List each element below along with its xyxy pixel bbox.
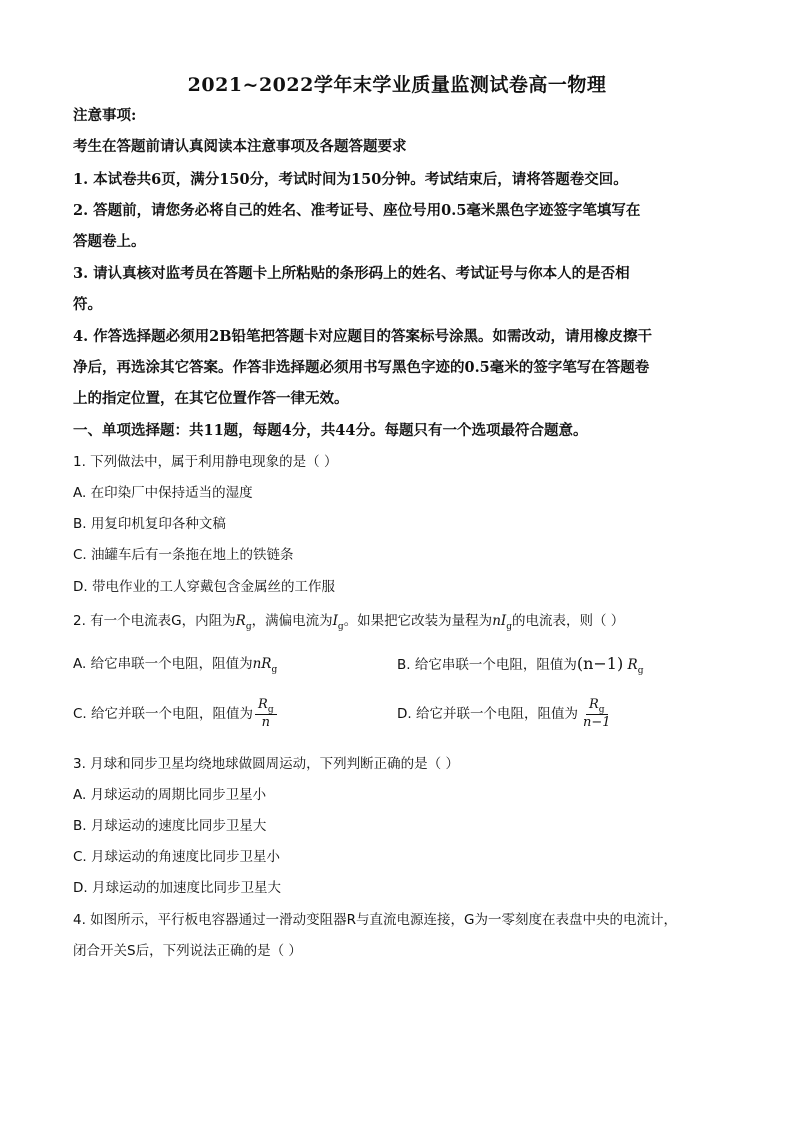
notice-item-1: 1. 本试卷共6页，满分150分，考试时间为150分钟。考试结束后，请将答题卷交回。: [73, 171, 628, 188]
notice-heading: 注意事项:: [73, 107, 137, 124]
question-1-option-b: B. 用复印机复印各种文稿: [73, 516, 226, 532]
question-2-option-c: C. 给它并联一个电阻，阻值为 $\frac{R_g}{n}$: [73, 697, 277, 731]
question-1-option-a: A. 在印染厂中保持适当的湿度: [73, 485, 253, 501]
notice-item-4c: 上的指定位置，在其它位置作答一律无效。: [73, 390, 349, 407]
question-1-stem: 1. 下列做法中，属于利用静电现象的是（ ）: [73, 454, 338, 470]
notice-item-3b: 符。: [73, 296, 102, 313]
question-4-stem-line-1: 4. 如图所示，平行板电容器通过一滑动变阻器R与直流电源连接，G为一零刻度在表盘中央的电流计，: [73, 912, 678, 928]
question-2-option-b: B. 给它串联一个电阻，阻值为(n−1) $R_g$: [397, 654, 644, 676]
question-1-option-d: D. 带电作业的工人穿戴包含金属丝的工作服: [73, 579, 335, 595]
question-3-option-a: A. 月球运动的周期比同步卫星小: [73, 787, 267, 803]
notice-intro: 考生在答题前请认真阅读本注意事项及各题答题要求: [73, 138, 407, 155]
question-2-option-d: D. 给它并联一个电阻，阻值为 $\frac{R_g}{n-1}$: [397, 697, 614, 731]
notice-item-2b: 答题卷上。: [73, 233, 146, 250]
fraction-rg-over-n-minus-1: $\frac{R_g}{n-1}$: [582, 697, 611, 730]
notice-item-2a: 2. 答题前，请您务必将自己的姓名、准考证号、座位号用0.5毫米黑色字迹签字笔填写在: [73, 202, 641, 219]
notice-item-3a: 3. 请认真核对监考员在答题卡上所粘贴的条形码上的姓名、考试证号与你本人的是否相: [73, 265, 630, 282]
question-3-option-d: D. 月球运动的加速度比同步卫星大: [73, 880, 281, 896]
question-3-option-c: C. 月球运动的角速度比同步卫星小: [73, 849, 281, 865]
notice-item-4b: 净后，再选涂其它答案。作答非选择题必须用书写黑色字迹的0.5毫米的签字笔写在答题卷: [73, 359, 650, 376]
exam-title: 2021~2022学年末学业质量监测试卷高一物理: [187, 74, 607, 96]
question-3-stem: 3. 月球和同步卫星均绕地球做圆周运动，下列判断正确的是（ ）: [73, 756, 459, 772]
question-2-stem: 2. 有一个电流表G，内阻为$R_g$，满偏电流为$I_g$。如果把它改装为量程为$nI_g$的电流表，则（ ）: [73, 613, 625, 632]
section-heading: 一、单项选择题：共11题，每题4分，共44分。每题只有一个选项最符合题意。: [73, 422, 588, 439]
fraction-rg-over-n: $\frac{R_g}{n}$: [255, 697, 277, 731]
question-3-option-b: B. 月球运动的速度比同步卫星大: [73, 818, 267, 834]
notice-item-4a: 4. 作答选择题必须用2B铅笔把答题卡对应题目的答案标号涂黑。如需改动，请用橡皮擦干: [73, 328, 653, 345]
question-4-stem-line-2: 闭合开关S后，下列说法正确的是（ ）: [73, 943, 302, 959]
question-2-option-a: A. 给它串联一个电阻，阻值为$nR_g$: [73, 656, 278, 675]
question-1-option-c: C. 油罐车后有一条拖在地上的铁链条: [73, 547, 294, 563]
